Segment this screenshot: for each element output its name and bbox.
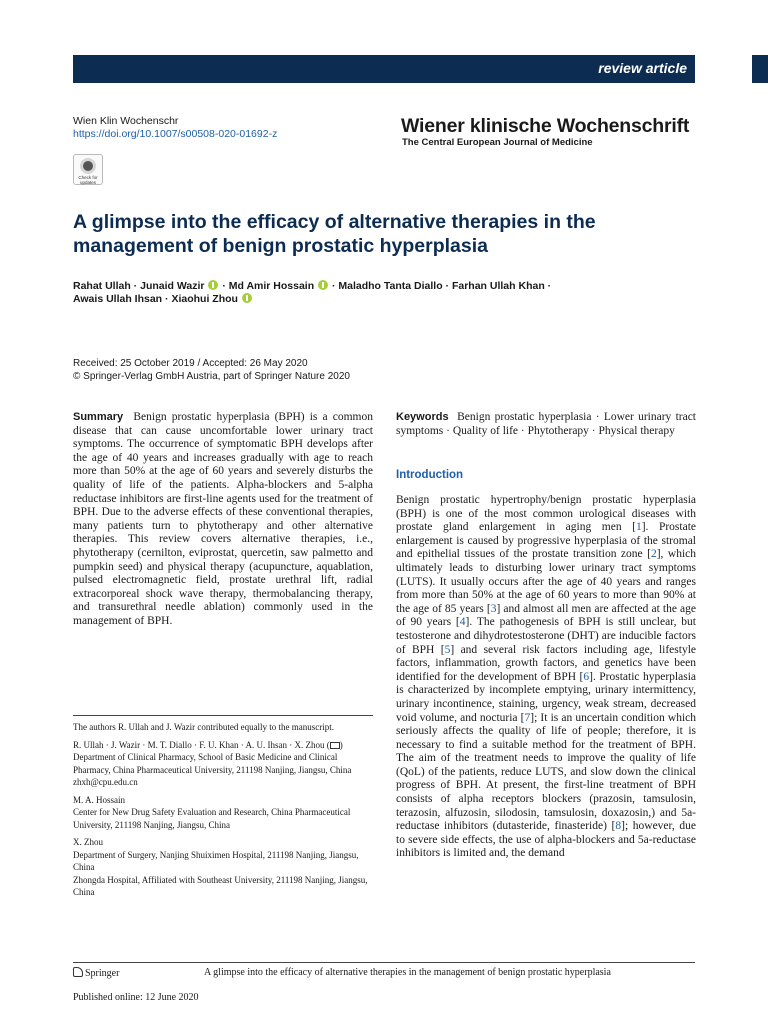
author-name: Xiaohui Zhou <box>171 293 238 305</box>
author-list-line-2: Awais Ullah Ihsan · Xiaohui Zhou <box>73 293 253 305</box>
author-name: Maladho Tanta Diallo <box>338 280 443 292</box>
author-name: Rahat Ullah <box>73 280 131 292</box>
doi-link[interactable]: https://doi.org/10.1007/s00508-020-01692-z <box>73 128 278 140</box>
affiliation-group-2 <box>73 794 373 832</box>
keywords-block <box>396 411 696 438</box>
affiliation-names: X. Zhou <box>73 837 103 847</box>
intro-text: ] and almost all men are affected at the age of 90 years [ <box>396 602 696 629</box>
article-type-label: review article <box>598 60 687 76</box>
intro-text: ]. Prostatic hyperplasia is characterized by incomplete emptying, urinary intermittency, urinary incontinence, staining, urgency, weak stream, decreased void volume, and nocturia [ <box>396 670 696 724</box>
citation-link[interactable]: 2 <box>650 548 657 561</box>
footer-divider <box>73 962 695 963</box>
citation-link[interactable]: 8 <box>615 820 622 833</box>
footnote-divider <box>73 715 373 716</box>
keywords-label: Keywords <box>396 411 449 423</box>
received-accepted-dates: Received: 25 October 2019 / Accepted: 26 May 2020 <box>73 358 308 369</box>
copyright-notice: © Springer-Verlag GmbH Austria, part of Springer Nature 2020 <box>73 371 350 382</box>
check-updates-label: Check for updates <box>78 175 98 185</box>
citation-link[interactable]: 1 <box>635 521 642 534</box>
article-title: A glimpse into the efficacy of alternative therapies in the management of benign prostatic hyperplasia <box>73 211 596 257</box>
keywords-text: Benign prostatic hyperplasia · Lower urinary tract symptoms · Quality of life · Phytotherapy · Physical therapy <box>396 411 696 437</box>
summary-text: Benign prostatic hyperplasia (BPH) is a common disease that can cause uncomfortable lower urinary tract symptoms. The occurrence of symptomatic BPH develops after the age of 40 years and increases gradually with age to reach more than 50% at the age of 60 years and severely disturbs the quality of life of the patients. Alpha-blockers and 5-alpha reductase inhibitors are first-line agents used for the treatment of BPH. Due to the adverse effects of these conventional therapies, many patients turn to phytotherapy and other alternative therapies. This review covers alternative therapies, i.e., phytotherapy (cernilton, eviprostat, quercetin, saw palmetto and pumpkin seed) and physical therapy (acupuncture, aquablation, pulsed electromagnetic field, prostate urethral lift, radial extracorporeal shock wave therapy, thermobalancing therapy, and transurethral needle ablation) commonly used in the management of BPH. <box>73 411 373 627</box>
affiliations-block <box>73 721 373 904</box>
citation-link[interactable]: 6 <box>583 670 590 683</box>
affiliation-department: Zhongda Hospital, Affiliated with Southeast University, 211198 Nanjing, Jiangsu, China <box>73 874 368 897</box>
intro-text: Benign prostatic hypertrophy/benign prostatic hyperplasia (BPH) is one of the most common urological diseases with prostate gland enlargement in aging men [ <box>396 494 696 534</box>
check-for-updates-badge[interactable] <box>73 154 103 185</box>
affiliation-group-1: R. Ullah · J. Wazir · M. T. Diallo · F. U. Khan · A. U. Ihsan · X. Zhou ( ) Department of Clinical Pharmacy, School of Basic Medicine and Clinical Pharmacy, China Pharmaceutical University, 211198 Nanjing, Jiangsu, China zhxh@cpu.edu.cn <box>73 739 352 787</box>
article-type-banner <box>73 55 695 83</box>
page-edge-tab <box>752 55 768 83</box>
orcid-icon[interactable] <box>242 293 252 303</box>
equal-contribution-note: The authors R. Ullah and J. Wazir contributed equally to the manuscript. <box>73 722 335 732</box>
running-title: A glimpse into the efficacy of alternative therapies in the management of benign prostatic hyperplasia <box>204 967 611 978</box>
author-name: Junaid Wazir <box>140 280 205 292</box>
orcid-icon[interactable] <box>318 280 328 290</box>
affiliation-department: Center for New Drug Safety Evaluation and Research, China Pharmaceutical University, 211198 Nanjing, Jiangsu, China <box>73 807 351 830</box>
intro-text: ], which ultimately leads to disturbing lower urinary tract symptoms (LUTS). It usually occurs after the age of 40 years and ranges from more than 50% at the age of 60 years to more than 90% at the age of 85 years [ <box>396 548 696 615</box>
affiliation-names: R. Ullah · J. Wazir · M. T. Diallo · F. U. Khan · A. U. Ihsan · X. Zhou <box>73 739 325 750</box>
affiliation-department: Department of Surgery, Nanjing Shuiximen Hospital, 211198 Nanjing, Jiangsu, China <box>73 849 359 872</box>
affiliation-group-3 <box>73 836 373 899</box>
intro-text: ]. Prostate enlargement is caused by progressive hyperplasia of the stromal and epithelial tissues of the prostate transition zone [ <box>396 521 696 561</box>
intro-text: ]. The pathogenesis of BPH is still unclear, but testosterone and dihydrotestosterone (DHT) are inducible factors of BPH [ <box>396 616 696 656</box>
affiliation-department: Department of Clinical Pharmacy, School of Basic Medicine and Clinical Pharmacy, China Pharmaceutical University, 211198 Nanjing, Jiangsu, China <box>73 752 352 775</box>
journal-subtitle: The Central European Journal of Medicine <box>402 137 593 148</box>
affiliation-names: M. A. Hossain <box>73 794 126 805</box>
author-name: Farhan Ullah Khan <box>451 280 545 292</box>
journal-abbreviation: Wien Klin Wochenschr <box>73 115 179 127</box>
summary-block <box>73 411 373 629</box>
orcid-icon[interactable] <box>208 280 218 290</box>
introduction-body <box>396 494 696 861</box>
citation-link[interactable]: 7 <box>524 711 531 724</box>
envelope-icon[interactable] <box>330 742 340 749</box>
publisher-logo <box>73 967 119 979</box>
summary-label: Summary <box>73 411 124 423</box>
springer-horse-icon <box>73 967 83 977</box>
intro-text: ]; It is an uncertain condition which seriously affects the quality of life of people; therefore, it is necessary to find a suitable method for the treatment of BPH. The aim of the treatment needs to improve the quality of life (QoL) of the patients, reduce LUTS, and slow down the clinical progress of BPH. At present, the first-line treatment of BPH consists of alpha receptors blockers (prazosin, tamsulosin, terazosin, alfuzosin, silodosin, tamsulosin, doxazosin,) and 5a-reductase inhibitors (dutasteride, finasteride) [ <box>396 711 696 833</box>
intro-text: ] and several risk factors including age, lifestyle factors, inflammation, growth factors, and genetics have been identified for the development of BPH [ <box>396 643 697 683</box>
journal-name: Wiener klinische Wochenschrift <box>401 115 690 137</box>
author-list-line-1: Rahat Ullah · Junaid Wazir · Md Amir Hossain · Maladho Tanta Diallo · Farhan Ullah Khan · <box>73 280 552 292</box>
intro-text: ]; however, due to severe side effects, the use of alpha-blockers and 5a-reductase inhibitors is limited and, the demand <box>396 820 696 860</box>
publisher-name: Springer <box>85 968 120 979</box>
citation-link[interactable]: 5 <box>444 643 451 656</box>
citation-link[interactable]: 3 <box>490 602 497 615</box>
author-name: Md Amir Hossain <box>228 280 315 292</box>
citation-link[interactable]: 4 <box>459 616 466 629</box>
author-name: Awais Ullah Ihsan <box>73 293 163 305</box>
published-date: Published online: 12 June 2020 <box>73 992 199 1003</box>
introduction-heading: Introduction <box>396 469 464 481</box>
corresponding-email[interactable]: zhxh@cpu.edu.cn <box>73 777 138 787</box>
update-check-icon <box>80 158 96 174</box>
